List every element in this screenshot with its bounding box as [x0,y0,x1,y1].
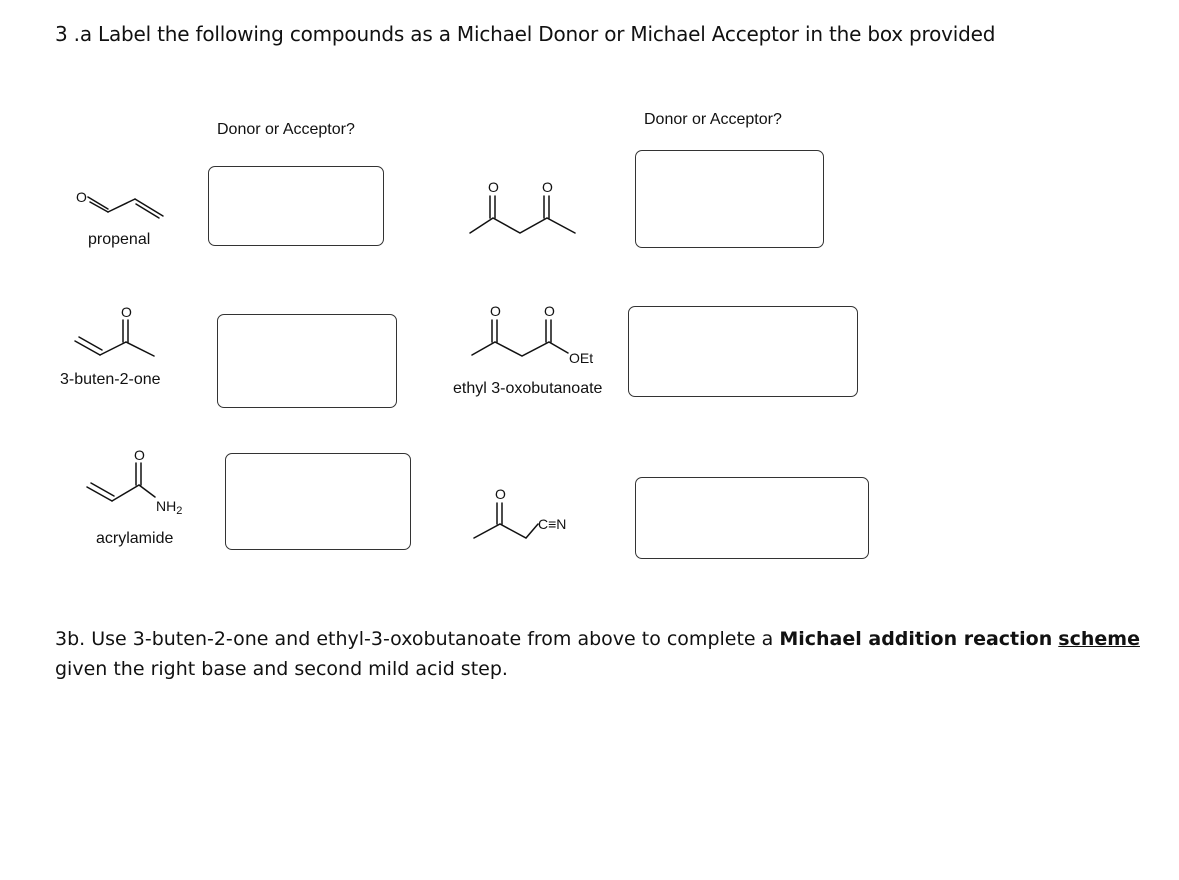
acrylamide-structure [82,443,202,518]
butenone-name: 3-buten-2-one [60,371,161,388]
butenone-answer-box[interactable] [217,314,397,408]
nitrile-label: C≡N [538,516,567,532]
ethyl-oxobutanoate-oxygen-2-label: O [544,303,555,319]
pentanedione-oxygen-2-label: O [542,179,553,195]
question-3b-text [55,624,1155,684]
right-column-header: Donor or Acceptor? [644,111,782,128]
oxopentanenitrile-oxygen-label: O [495,486,506,502]
pentanedione-structure [465,177,590,242]
butenone-oxygen-label: O [121,304,132,320]
question-3a-prompt: 3 .a Label the following compounds as a Michael Donor or Michael Acceptor in the box provided [55,22,996,46]
oxopentanenitrile-structure [470,484,600,549]
question-3b-underlined: scheme [1058,628,1140,650]
propenal-structure [70,180,170,230]
pentanedione-oxygen-1-label: O [488,179,499,195]
pentanedione-answer-box[interactable] [635,150,824,248]
acrylamide-name: acrylamide [96,530,174,547]
acrylamide-answer-box[interactable] [225,453,411,550]
left-column-header: Donor or Acceptor? [217,121,355,138]
propenal-name: propenal [88,231,151,248]
acrylamide-amine-label: $NH_2$ [156,498,183,517]
ethyl-oxobutanoate-name: ethyl 3-oxobutanoate [453,380,603,397]
propenal-answer-box[interactable] [208,166,384,246]
propenal-oxygen-label: O [76,189,87,205]
ethyl-oxobutanoate-structure [470,300,610,370]
question-3b-part-1: 3b. Use 3-buten-2-one and ethyl-3-oxobutanoate from above to complete a [55,628,780,650]
question-3b-part-2: given the right base and second mild acid step. [55,658,508,680]
ethyl-oxobutanoate-oxygen-1-label: O [490,303,501,319]
ethoxy-label: OEt [569,350,594,366]
question-3b-bold: Michael addition reaction [779,628,1053,650]
butenone-structure [70,300,170,362]
ethyl-oxobutanoate-answer-box[interactable] [628,306,858,397]
acrylamide-oxygen-label: O [134,447,145,463]
oxopentanenitrile-answer-box[interactable] [635,477,869,559]
